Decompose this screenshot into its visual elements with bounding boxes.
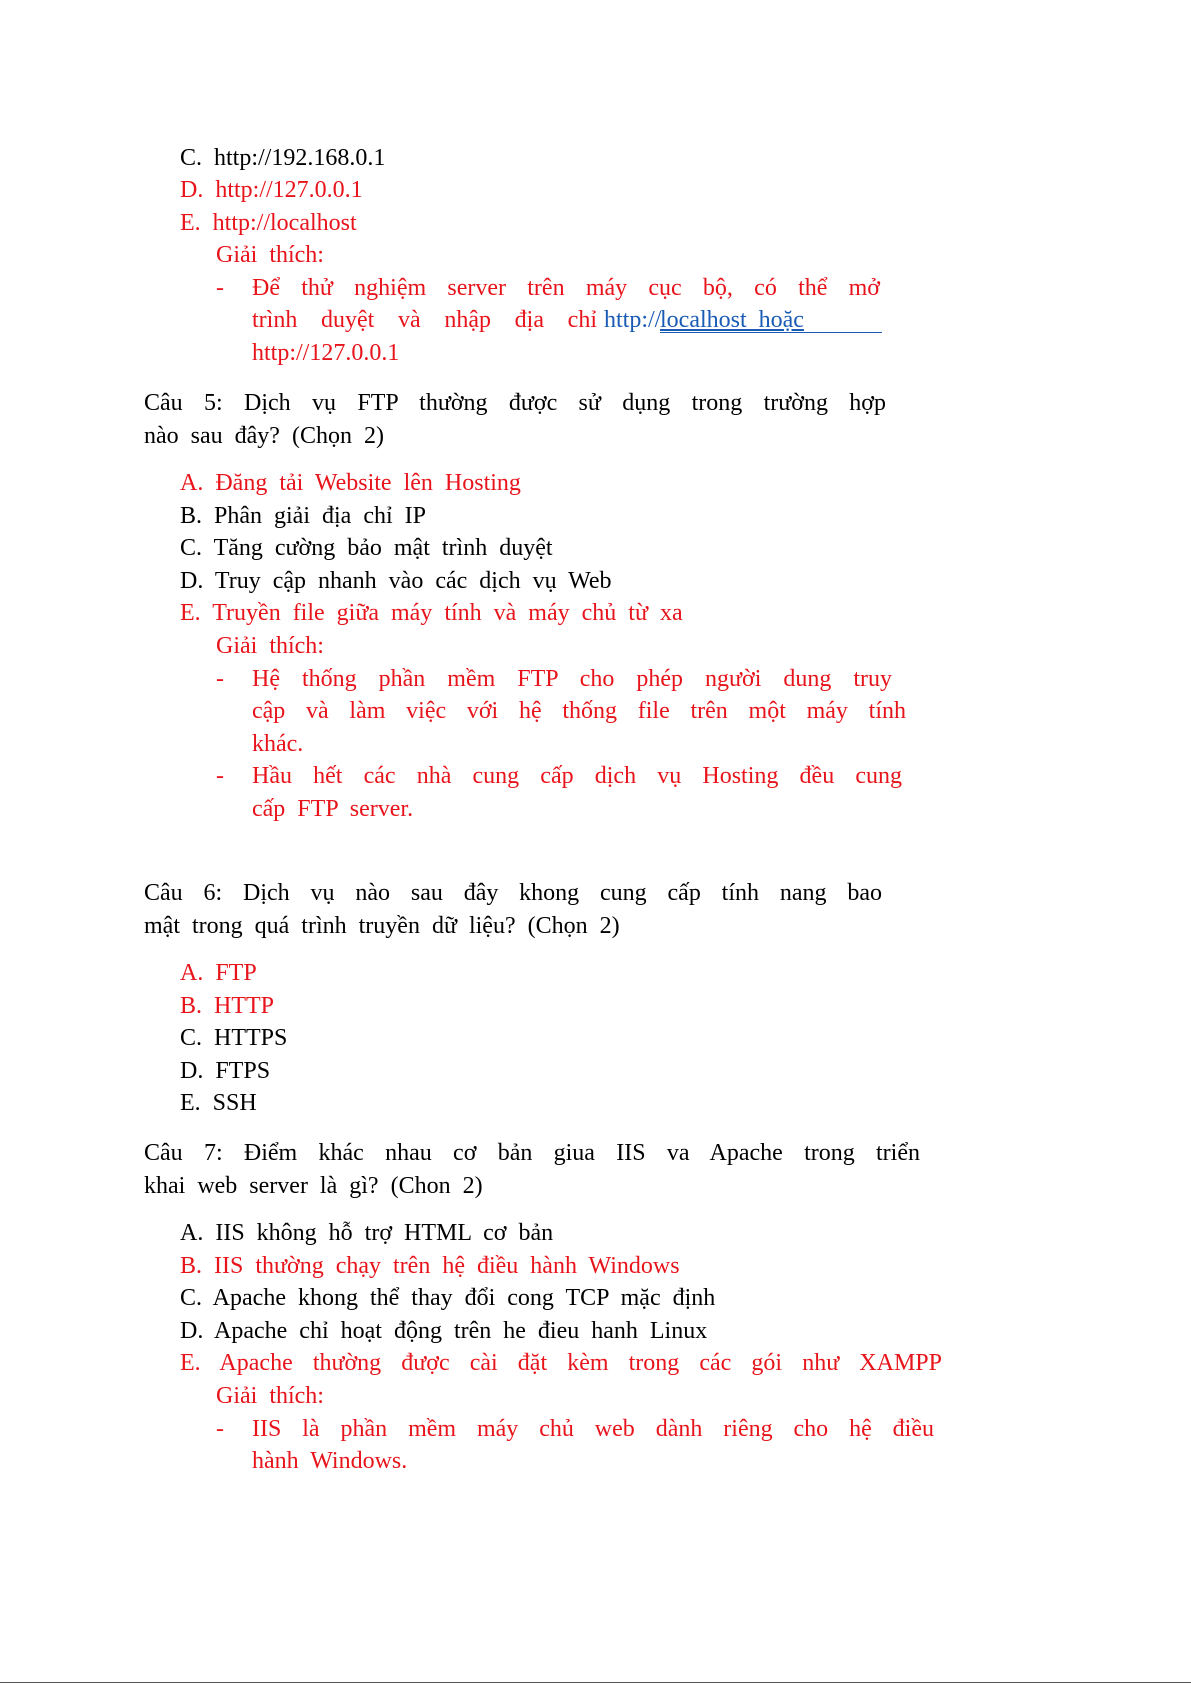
q4-bullet1-line2: trình duyệt và nhập địa chỉ	[252, 307, 597, 333]
q7-option-c: C. Apache khong thể thay đổi cong TCP mặc định	[180, 1285, 716, 1311]
q4-option-e: E. http://localhost	[180, 210, 357, 236]
q6-option-c: C. HTTPS	[180, 1025, 288, 1051]
q5-bullet1-line3: khác.	[252, 731, 304, 757]
q4-explanation-label: Giải thích:	[216, 242, 324, 268]
q6-question-line2: mật trong quá trình truyền dữ liệu? (Chọn 2)	[144, 913, 620, 939]
q7-question-line2: khai web server là gì? (Chon 2)	[144, 1173, 483, 1199]
q5-option-d: D. Truy cập nhanh vào các dịch vụ Web	[180, 568, 612, 594]
q5-bullet1-dash: -	[216, 666, 224, 692]
q7-explanation-label: Giải thích:	[216, 1383, 324, 1409]
q5-option-a: A. Đăng tải Website lên Hosting	[180, 470, 521, 496]
q5-bullet1-line2: cập và làm việc với hệ thống file trên một máy tính	[252, 698, 906, 724]
q7-option-e: E. Apache thường được cài đặt kèm trong các gói như XAMPP	[180, 1350, 942, 1376]
q4-bullet1-line3: http://127.0.0.1	[252, 340, 400, 366]
q7-bullet1-line2: hành Windows.	[252, 1448, 408, 1474]
link-underline	[660, 332, 882, 333]
q4-bullet1-line1: Để thử nghiệm server trên máy cục bộ, có thể mở	[252, 275, 880, 301]
q5-bullet2-dash: -	[216, 763, 224, 789]
q6-question-line1: Câu 6: Dịch vụ nào sau đây khong cung cấp tính nang bao	[144, 880, 882, 906]
q6-option-a: A. FTP	[180, 960, 257, 986]
q4-localhost-link[interactable]: localhost hoặc	[660, 307, 804, 333]
q4-link-http-prefix[interactable]: http://	[604, 307, 662, 333]
q5-option-c: C. Tăng cường bảo mật trình duyệt	[180, 535, 553, 561]
q7-bullet1-line1: IIS là phần mềm máy chủ web dành riêng cho hệ điều	[252, 1416, 934, 1442]
q5-question-line2: nào sau đây? (Chọn 2)	[144, 423, 384, 449]
page-bottom-rule	[0, 1682, 1191, 1683]
q5-bullet1-line1: Hệ thống phần mềm FTP cho phép người dung truy	[252, 666, 892, 692]
q5-question-line1: Câu 5: Dịch vụ FTP thường được sử dụng trong trường hợp	[144, 390, 886, 416]
q5-explanation-label: Giải thích:	[216, 633, 324, 659]
q5-option-b: B. Phân giải địa chỉ IP	[180, 503, 426, 529]
q7-bullet1-dash: -	[216, 1416, 224, 1442]
q6-option-d: D. FTPS	[180, 1058, 271, 1084]
q5-bullet2-line1: Hầu hết các nhà cung cấp dịch vụ Hosting đều cung	[252, 763, 902, 789]
q6-option-e: E. SSH	[180, 1090, 257, 1116]
q5-bullet2-line2: cấp FTP server.	[252, 796, 414, 822]
q5-option-e: E. Truyền file giữa máy tính và máy chủ từ xa	[180, 600, 683, 626]
q7-question-line1: Câu 7: Điểm khác nhau cơ bản giua IIS va Apache trong triển	[144, 1140, 920, 1166]
q4-option-c: C. http://192.168.0.1	[180, 145, 386, 171]
q6-option-b: B. HTTP	[180, 993, 275, 1019]
q7-option-b: B. IIS thường chạy trên hệ điều hành Windows	[180, 1253, 680, 1279]
q7-option-d: D. Apache chỉ hoạt động trên he đieu hanh Linux	[180, 1318, 708, 1344]
q4-option-d: D. http://127.0.0.1	[180, 177, 363, 203]
q7-option-a: A. IIS không hỗ trợ HTML cơ bản	[180, 1220, 554, 1246]
q4-bullet-dash: -	[216, 275, 224, 301]
